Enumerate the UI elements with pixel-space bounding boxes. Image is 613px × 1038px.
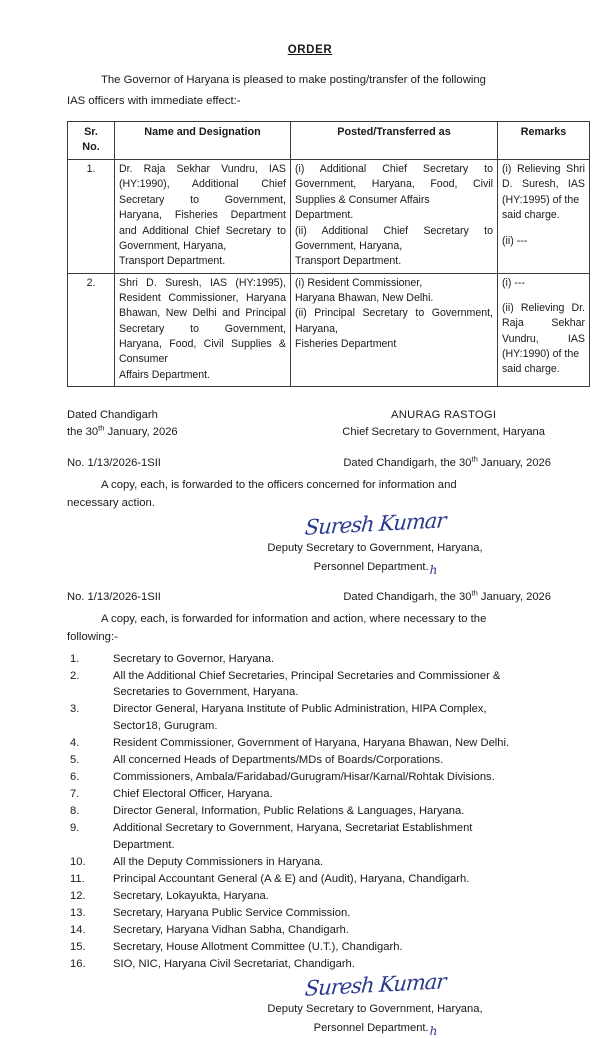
list-item-text: SIO, NIC, Haryana Civil Secretariat, Chandigarh. [113, 958, 355, 971]
list-item-number: 2. [70, 669, 80, 682]
list-item-number: 6. [70, 771, 80, 784]
list-item-text-tail: Secretaries to Government, Haryana. [113, 686, 299, 699]
document-content [67, 44, 585, 1038]
signatory-name: ANURAG RASTOGI [390, 409, 497, 422]
list-item-text: Secretary to Governor, Haryana. [113, 652, 275, 665]
cell-posted-item-i: (i) Additional Chief Secretary to Government, Haryana, Food, Civil Supplies & Consumer Affairs [295, 163, 493, 206]
list-item [67, 803, 553, 820]
list-item-text: Chief Electoral Officer, Haryana. [113, 788, 273, 801]
cell-name-designation [115, 160, 291, 274]
cell-name-tail: Affairs Department. [119, 368, 211, 381]
header-sr-line2: No. [82, 141, 100, 154]
cell-remarks-item-ii: (ii) --- [502, 234, 528, 247]
cell-remarks-item-i: (i) Relieving Shri D. Suresh, IAS (HY:1995) of the [502, 163, 585, 206]
list-item [67, 854, 553, 871]
endorsement-1-date: Dated Chandigarh, the 30th January, 2026 [343, 453, 551, 469]
signature-initial-mark: h [429, 562, 438, 577]
signatory-designation: Chief Secretary to Government, Haryana [342, 425, 545, 438]
list-item-text: Additional Secretary to Government, Haryana, Secretariat Establishment Department. [113, 820, 553, 853]
cell-sr-no: 1. [68, 160, 115, 274]
endorsement-1-body [67, 476, 553, 512]
order-signature-row [67, 407, 553, 441]
list-item-text: Director General, Haryana Institute of Public Administration, HIPA Complex, Sector18, Gurugram. [113, 701, 553, 734]
header-sr-line1: Sr. [84, 125, 98, 138]
list-item [67, 820, 553, 853]
list-item-number: 9. [70, 822, 80, 835]
list-item [67, 871, 553, 888]
date-ordinal-suffix: th [471, 453, 478, 463]
list-item-number: 4. [70, 736, 80, 749]
endorsement-1-ref-no: No. 1/13/2026-1SII [67, 456, 161, 469]
cell-name-text: Shri D. Suresh, IAS (HY:1995), Resident Commissioner, Haryana Bhawan, New Delhi and Principal Secretary to Government, Haryana, Food, Civil Supplies & Consumer [119, 276, 286, 366]
cell-posted-item-ii: (ii) Additional Chief Secretary to Government, Haryana, [295, 224, 493, 252]
cell-posted-item-i-tail: Department. [295, 209, 354, 222]
cell-remarks [498, 273, 590, 387]
order-dateline [67, 407, 178, 441]
list-item-text: Resident Commissioner, Government of Haryana, Haryana Bhawan, New Delhi. [113, 736, 510, 749]
endorsement-2-designation-line1: Deputy Secretary to Government, Haryana, [267, 1003, 483, 1016]
list-item [67, 769, 553, 786]
list-item [67, 735, 553, 752]
endorsement-1-designation-line1: Deputy Secretary to Government, Haryana, [267, 541, 483, 554]
cell-remarks-item-i: (i) --- [502, 276, 525, 289]
list-item-number: 14. [70, 924, 86, 937]
list-item-number: 1. [70, 652, 80, 665]
date-ordinal-suffix: th [471, 588, 478, 598]
cell-posted-transferred [291, 273, 498, 387]
list-item-number: 7. [70, 788, 80, 801]
intro-paragraph [67, 70, 553, 112]
list-item-text: Secretary, House Allotment Committee (U.T.), Chandigarh. [113, 941, 403, 954]
dated-date: the 30th January, 2026 [67, 423, 178, 438]
list-item-text: Secretary, Lokayukta, Haryana. [113, 890, 269, 903]
endorsement-2-refline [67, 588, 553, 604]
list-item-number: 10. [70, 855, 86, 868]
endorsement-2-signature-block [67, 969, 553, 1038]
intro-line-2: IAS officers with immediate effect:- [67, 94, 241, 107]
list-item [67, 701, 553, 734]
handwritten-signature: Suresh Kumar [303, 508, 447, 540]
endorsement-2-body [67, 610, 553, 646]
endorsement-1-refline [67, 453, 553, 469]
endorsement-1-body-text: A copy, each, is forwarded to the officers concerned for information and [101, 478, 457, 491]
list-item-text: Director General, Information, Public Relations & Languages, Haryana. [113, 805, 465, 818]
list-item-text: Commissioners, Ambala/Faridabad/Gurugram/Hisar/Karnal/Rohtak Divisions. [113, 771, 495, 784]
dated-place: Dated Chandigarh [67, 409, 158, 422]
cell-remarks-item-ii-tail: said charge. [502, 363, 560, 376]
list-item-number: 15. [70, 941, 86, 954]
endorsement-1-body-tail: necessary action. [67, 496, 155, 509]
cell-remarks [498, 160, 590, 274]
header-posted-transferred: Posted/Transferred as [291, 121, 498, 159]
cell-posted-item-ii-tail: Transport Department. [295, 255, 402, 268]
list-item-number: 5. [70, 754, 80, 766]
list-item-number: 3. [70, 703, 80, 716]
list-item-number: 11. [70, 873, 85, 886]
list-item-text: Secretary, Haryana Vidhan Sabha, Chandigarh. [113, 924, 349, 937]
endorsement-1-signature-block [67, 508, 553, 577]
list-item [67, 786, 553, 803]
list-item-number: 12. [70, 890, 86, 903]
order-signatory [342, 407, 553, 441]
cell-posted-item-i-tail: Haryana Bhawan, New Delhi. [295, 291, 434, 304]
list-item [67, 651, 553, 668]
list-item [67, 752, 553, 769]
list-item-number: 13. [70, 907, 86, 920]
cell-remarks-item-i-tail: said charge. [502, 209, 560, 222]
date-ordinal-suffix: th [98, 423, 105, 433]
header-name-designation: Name and Designation [115, 121, 291, 159]
list-item [67, 939, 553, 956]
handwritten-signature: Suresh Kumar [303, 969, 447, 1001]
list-item [67, 888, 553, 905]
cell-posted-item-ii-tail: Fisheries Department [295, 338, 397, 351]
cell-name-text: Dr. Raja Sekhar Vundru, IAS (HY:1990), Additional Chief Secretary to Government, Haryana, Fisheries Department and Additional Chief Secretary to Government, Haryana, [119, 163, 286, 252]
cell-name-tail: Transport Department. [119, 255, 226, 268]
list-item [67, 668, 553, 701]
list-item-text: Secretary, Haryana Public Service Commission. [113, 907, 351, 920]
list-item-number: 8. [70, 805, 80, 818]
list-item-text: All the Deputy Commissioners in Haryana. [113, 855, 324, 868]
list-item-text: Principal Accountant General (A & E) and (Audit), Haryana, Chandigarh. [113, 873, 470, 886]
posting-transfer-table [67, 121, 590, 387]
endorsement-2-body-text: A copy, each, is forwarded for information and action, where necessary to the [101, 613, 487, 626]
list-item-text: All the Additional Chief Secretaries, Principal Secretaries and Commissioner & Secretaries to Government, Haryana. [113, 668, 553, 701]
header-sr-no [68, 121, 115, 159]
page-title: ORDER [287, 44, 333, 56]
table-row [68, 273, 590, 387]
cell-posted-item-ii: (ii) Principal Secretary to Government, Haryana, [295, 307, 493, 335]
list-item [67, 905, 553, 922]
endorsement-2-designation-line2: Personnel Department.h [313, 1021, 438, 1038]
distribution-list [67, 651, 553, 973]
cell-sr-no: 2. [68, 273, 115, 387]
list-item-text-tail: Sector18, Gurugram. [113, 719, 218, 732]
list-item-number: 16. [70, 958, 86, 971]
cell-name-designation [115, 273, 291, 387]
endorsement-2-body-tail: following:- [67, 631, 118, 644]
cell-posted-item-i: (i) Resident Commissioner, [295, 276, 423, 289]
cell-remarks-item-ii: (ii) Relieving Dr. Raja Sekhar Vundru, IAS (HY:1990) of the [502, 301, 585, 361]
list-item-text-tail: Department. [113, 838, 175, 851]
endorsement-2-ref-no: No. 1/13/2026-1SII [67, 591, 161, 604]
intro-line-1: The Governor of Haryana is pleased to make posting/transfer of the following [101, 74, 486, 86]
signature-initial-mark: h [429, 1023, 438, 1038]
cell-posted-transferred [291, 160, 498, 274]
table-header-row [68, 121, 590, 159]
list-item-text: All concerned Heads of Departments/MDs of Boards/Corporations. [113, 754, 444, 766]
table-row [68, 160, 590, 274]
endorsement-1-designation-line2: Personnel Department.h [313, 560, 438, 577]
endorsement-2-date: Dated Chandigarh, the 30th January, 2026 [343, 588, 551, 604]
header-remarks: Remarks [498, 121, 590, 159]
